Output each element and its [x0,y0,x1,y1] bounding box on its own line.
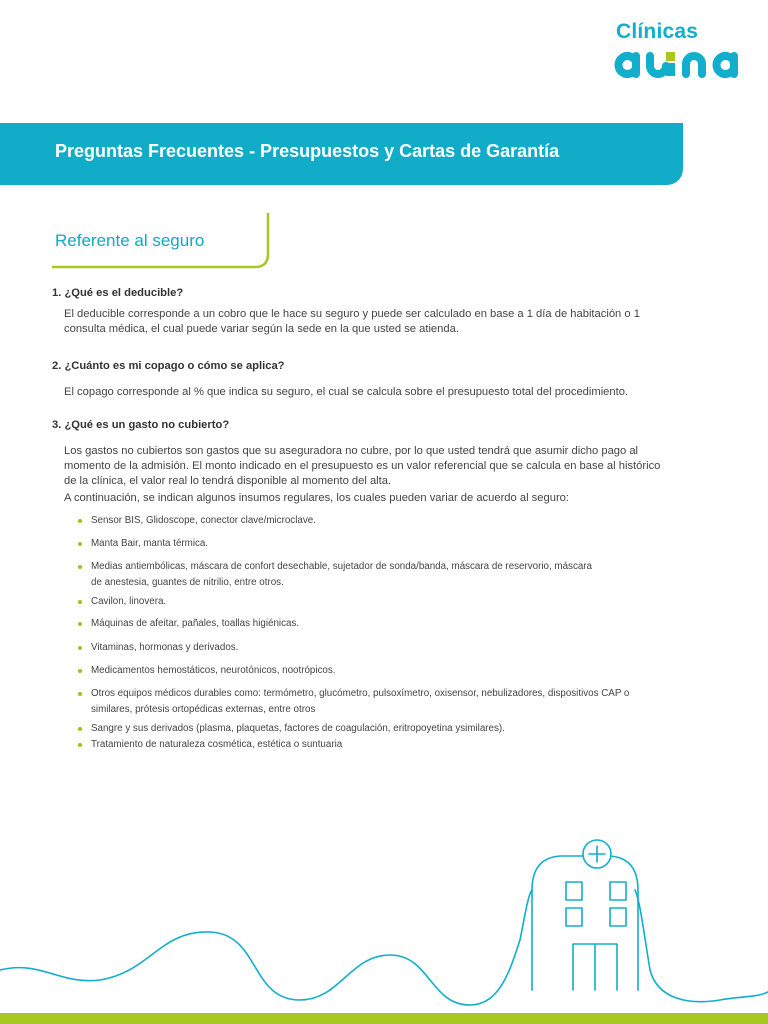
bullet-dot-icon [78,600,82,604]
list-item: Sangre y sus derivados (plasma, plaquetas, factores de coagulación, eritropoyetina ysimilares). [78,721,658,737]
section-title: Referente al seguro [55,231,205,250]
bullet-dot-icon [78,727,82,731]
logo-wordmark-top: Clínicas [616,20,699,43]
list-item: Manta Bair, manta térmica. [78,536,658,552]
bullet-dot-icon [78,542,82,546]
list-item: Sensor BIS, Glidoscope, conector clave/microclave. [78,513,658,529]
page-title: Preguntas Frecuentes - Presupuestos y Cartas de Garantía [55,141,560,161]
auna-logo-mark [614,48,744,82]
bullet-dot-icon [78,743,82,747]
list-item: Máquinas de afeitar, pañales, toallas higiénicas. [78,616,658,632]
list-item: Medicamentos hemostáticos, neurotónicos, nootrópicos. [78,663,658,679]
question-3: 3. ¿Qué es un gasto no cubierto? [52,419,230,431]
question-1: 1. ¿Qué es el deducible? [52,287,184,299]
bullet-dot-icon [78,519,82,523]
question-2: 2. ¿Cuánto es mi copago o cómo se aplica? [52,360,285,372]
list-item: Otros equipos médicos durables como: termómetro, glucómetro, pulsoxímetro, oxisensor, nebulizadores, dispositivos CAP o similares, prótesis ortopédicas externas, entre otros [78,686,658,718]
list-item: Medias antiembólicas, máscara de confort desechable, sujetador de sonda/banda, máscara de reservorio, máscara de anestesia, guantes de nitrilio, entre otros. [78,559,598,591]
clinic-building-illustration [0,820,768,1015]
list-item: Tratamiento de naturaleza cosmética, estética o suntuaria [78,737,658,753]
answer-2: El copago corresponde al % que indica su seguro, el cual se calcula sobre el presupuesto total del procedimiento. [64,386,629,398]
bullet-dot-icon [78,692,82,696]
answer-3-intro: A continuación, se indican algunos insumos regulares, los cuales pueden variar de acuerdo al seguro: [64,492,569,504]
footer-bar [0,1013,768,1024]
answer-1: El deducible corresponde a un cobro que le hace su seguro y puede ser calculado en base a 1 día de habitación o 1 consulta médica, el cual puede variar según la sede en la que usted se atienda. [64,308,640,335]
header-band [0,123,683,185]
bullet-dot-icon [78,669,82,673]
bullet-dot-icon [78,646,82,650]
list-item: Vitaminas, hormonas y derivados. [78,640,658,656]
bullet-dot-icon [78,565,82,569]
bullet-dot-icon [78,622,82,626]
answer-3: Los gastos no cubiertos son gastos que su aseguradora no cubre, por lo que usted tendrá que asumir dicho pago al momento de la admisión. El monto indicado en el presupuesto es un valor referencial que se calcula en base al histórico de la clínica, el valor real lo tendrá disponible al momento del alta. [64,445,661,487]
clinicas-auna-logo [614,18,744,82]
list-item: Cavilon, linovera. [78,594,658,610]
section-heading [52,212,274,270]
